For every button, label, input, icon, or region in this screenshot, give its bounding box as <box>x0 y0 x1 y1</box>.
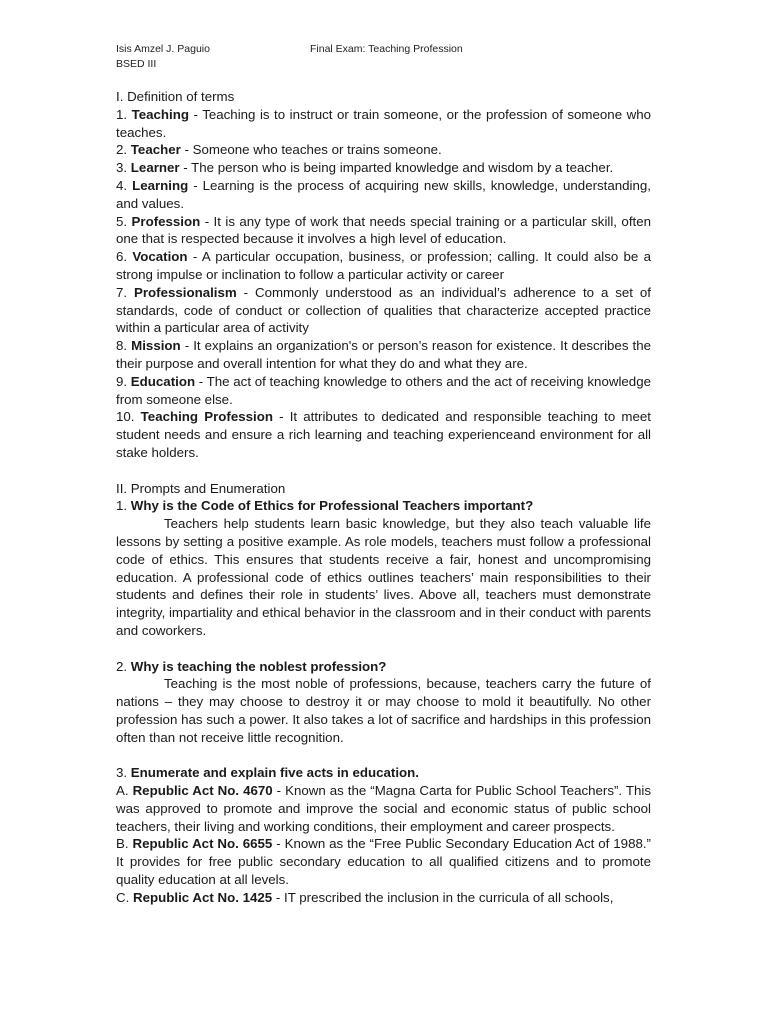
question-text: Enumerate and explain five acts in education. <box>130 765 419 781</box>
term-item: 5. Profession - It is any type of work that needs special training or a particular skill, often one that is respected because it involves a high level of education. <box>116 213 652 247</box>
spacer <box>116 462 651 480</box>
term-item: 8. Mission - It explains an organization's or person’s reason for existence. It describes the their purpose and overall intention for what they do and what they are. <box>116 338 651 371</box>
term-name: Learner <box>130 160 180 176</box>
act-name: Republic Act No. 4670 <box>132 783 273 799</box>
act-name: Republic Act No. 1425 <box>133 889 273 905</box>
term-definition: - It explains an organization's or person’s reason for existence. It describes the their purpose and overall intention for what they do and what they are. <box>116 338 651 371</box>
term-item: 10. Teaching Profession - It attributes to dedicated and responsible teaching to meet student needs and ensure a rich learning and teaching experienceand environment for all stake holders. <box>116 409 651 460</box>
spacer <box>116 746 651 764</box>
term-name: Teacher <box>130 142 181 158</box>
part2-heading: II. Prompts and Enumeration <box>116 480 286 496</box>
author-name: Isis Amzel J. Paguio <box>116 43 210 55</box>
term-item: 7. Professionalism - Commonly understood as an individual’s adherence to a set of standards, code of conduct or collection of qualities that characterize accepted practice within a particular area of activity <box>116 284 651 336</box>
question-3: 3. Enumerate and explain five acts in education. <box>116 765 419 781</box>
term-definition: - A particular occupation, business, or profession; calling. It could also be a strong impulse or inclination to follow a particular activity or career <box>116 249 652 282</box>
term-item: 2. Teacher - Someone who teaches or trains someone. <box>116 142 442 158</box>
term-definition: - It is any type of work that needs special training or a particular skill, often one that is respected because it involves a high level of education. <box>116 213 652 247</box>
term-definition: - It attributes to dedicated and responsible teaching to meet student needs and ensure a rich learning and teaching experienceand environment for all stake holders. <box>116 409 651 460</box>
question-text: Why is the Code of Ethics for Professional Teachers important? <box>130 498 534 514</box>
term-name: Learning <box>132 177 189 193</box>
term-name: Education <box>130 373 196 389</box>
term-item: 9. Education - The act of teaching knowledge to others and the act of receiving knowledge from someone else. <box>116 373 651 407</box>
term-definition: - Commonly understood as an individual’s adherence to a set of standards, code of conduct or collection of qualities that characterize accepted practice within a particular area of activity <box>116 284 651 336</box>
answer-2: Teaching is the most noble of professions, because, teachers carry the future of nations – they may choose to destroy it or may choose to mold it beautifully. No other profession has such a power. It also takes a lot of sacrifice and hardships in this profession often than not receive little recognition. <box>116 676 651 745</box>
exam-title: Final Exam: Teaching Profession <box>310 43 463 55</box>
act-text: - IT prescribed the inclusion in the curricula of all schools, <box>275 889 614 905</box>
answer-1: Teachers help students learn basic knowledge, but they also teach valuable life lessons by setting a positive example. As role models, teachers must follow a professional code of ethics. This ensures that students receive a fair, honest and uncompromising education. A professional code of ethics outlines teachers’ main responsibilities to their students and defines their role in students’ lives. Above all, teachers must demonstrate integrity, impartiality and ethical behavior in the classroom and in their conduct with parents and coworkers. <box>116 516 651 638</box>
term-definition: - The person who is being imparted knowledge and wisdom by a teacher. <box>183 160 614 176</box>
term-definition: - Teaching is to instruct or train someone, or the profession of someone who teaches. <box>116 106 651 140</box>
act-name: Republic Act No. 6655 <box>132 836 273 852</box>
section-label: BSED III <box>116 58 157 70</box>
term-item: 3. Learner - The person who is being imparted knowledge and wisdom by a teacher. <box>116 160 614 176</box>
term-name: Vocation <box>132 249 188 265</box>
term-item: 1. Teaching - Teaching is to instruct or train someone, or the profession of someone who teaches. <box>116 106 651 140</box>
term-name: Teaching <box>131 106 189 122</box>
term-name: Profession <box>131 213 201 229</box>
document-body <box>116 88 651 907</box>
act-item: A. Republic Act No. 4670 - Known as the “Magna Carta for Public School Teachers”. This was approved to promote and improve the social and economic status of public school teachers, their living and working conditions, their employment and career prospects. <box>116 783 651 834</box>
act-item: B. Republic Act No. 6655 - Known as the “Free Public Secondary Education Act of 1988.” It provides for free public secondary education to all qualified citizens and to promote quality education at all levels. <box>116 836 651 888</box>
spacer <box>116 640 651 658</box>
act-text: - Known as the “Magna Carta for Public School Teachers”. This was approved to promote and improve the social and economic status of public school teachers, their living and working conditions, their employment and career prospects. <box>116 783 651 834</box>
question-2: 2. Why is teaching the noblest profession? <box>116 658 387 674</box>
term-name: Professionalism <box>134 284 237 300</box>
term-definition: - Someone who teaches or trains someone. <box>184 142 442 158</box>
term-name: Teaching Profession <box>140 409 273 425</box>
term-name: Mission <box>131 338 181 354</box>
page-header <box>116 42 463 72</box>
term-item: 6. Vocation - A particular occupation, business, or profession; calling. It could also be a strong impulse or inclination to follow a particular activity or career <box>116 249 652 282</box>
question-1: 1. Why is the Code of Ethics for Professional Teachers important? <box>116 498 534 514</box>
term-definition: - Learning is the process of acquiring new skills, knowledge, understanding, and values. <box>116 177 651 211</box>
term-item: 4. Learning - Learning is the process of acquiring new skills, knowledge, understanding, and values. <box>116 177 651 211</box>
term-definition: - The act of teaching knowledge to others and the act of receiving knowledge from someone else. <box>116 373 651 407</box>
act-item: C. Republic Act No. 1425 - IT prescribed the inclusion in the curricula of all schools, <box>116 889 614 905</box>
part1-heading: I. Definition of terms <box>116 89 235 104</box>
act-text: - Known as the “Free Public Secondary Education Act of 1988.” It provides for free public secondary education to all qualified citizens and to promote quality education at all levels. <box>116 836 651 888</box>
question-text: Why is teaching the noblest profession? <box>130 658 387 674</box>
